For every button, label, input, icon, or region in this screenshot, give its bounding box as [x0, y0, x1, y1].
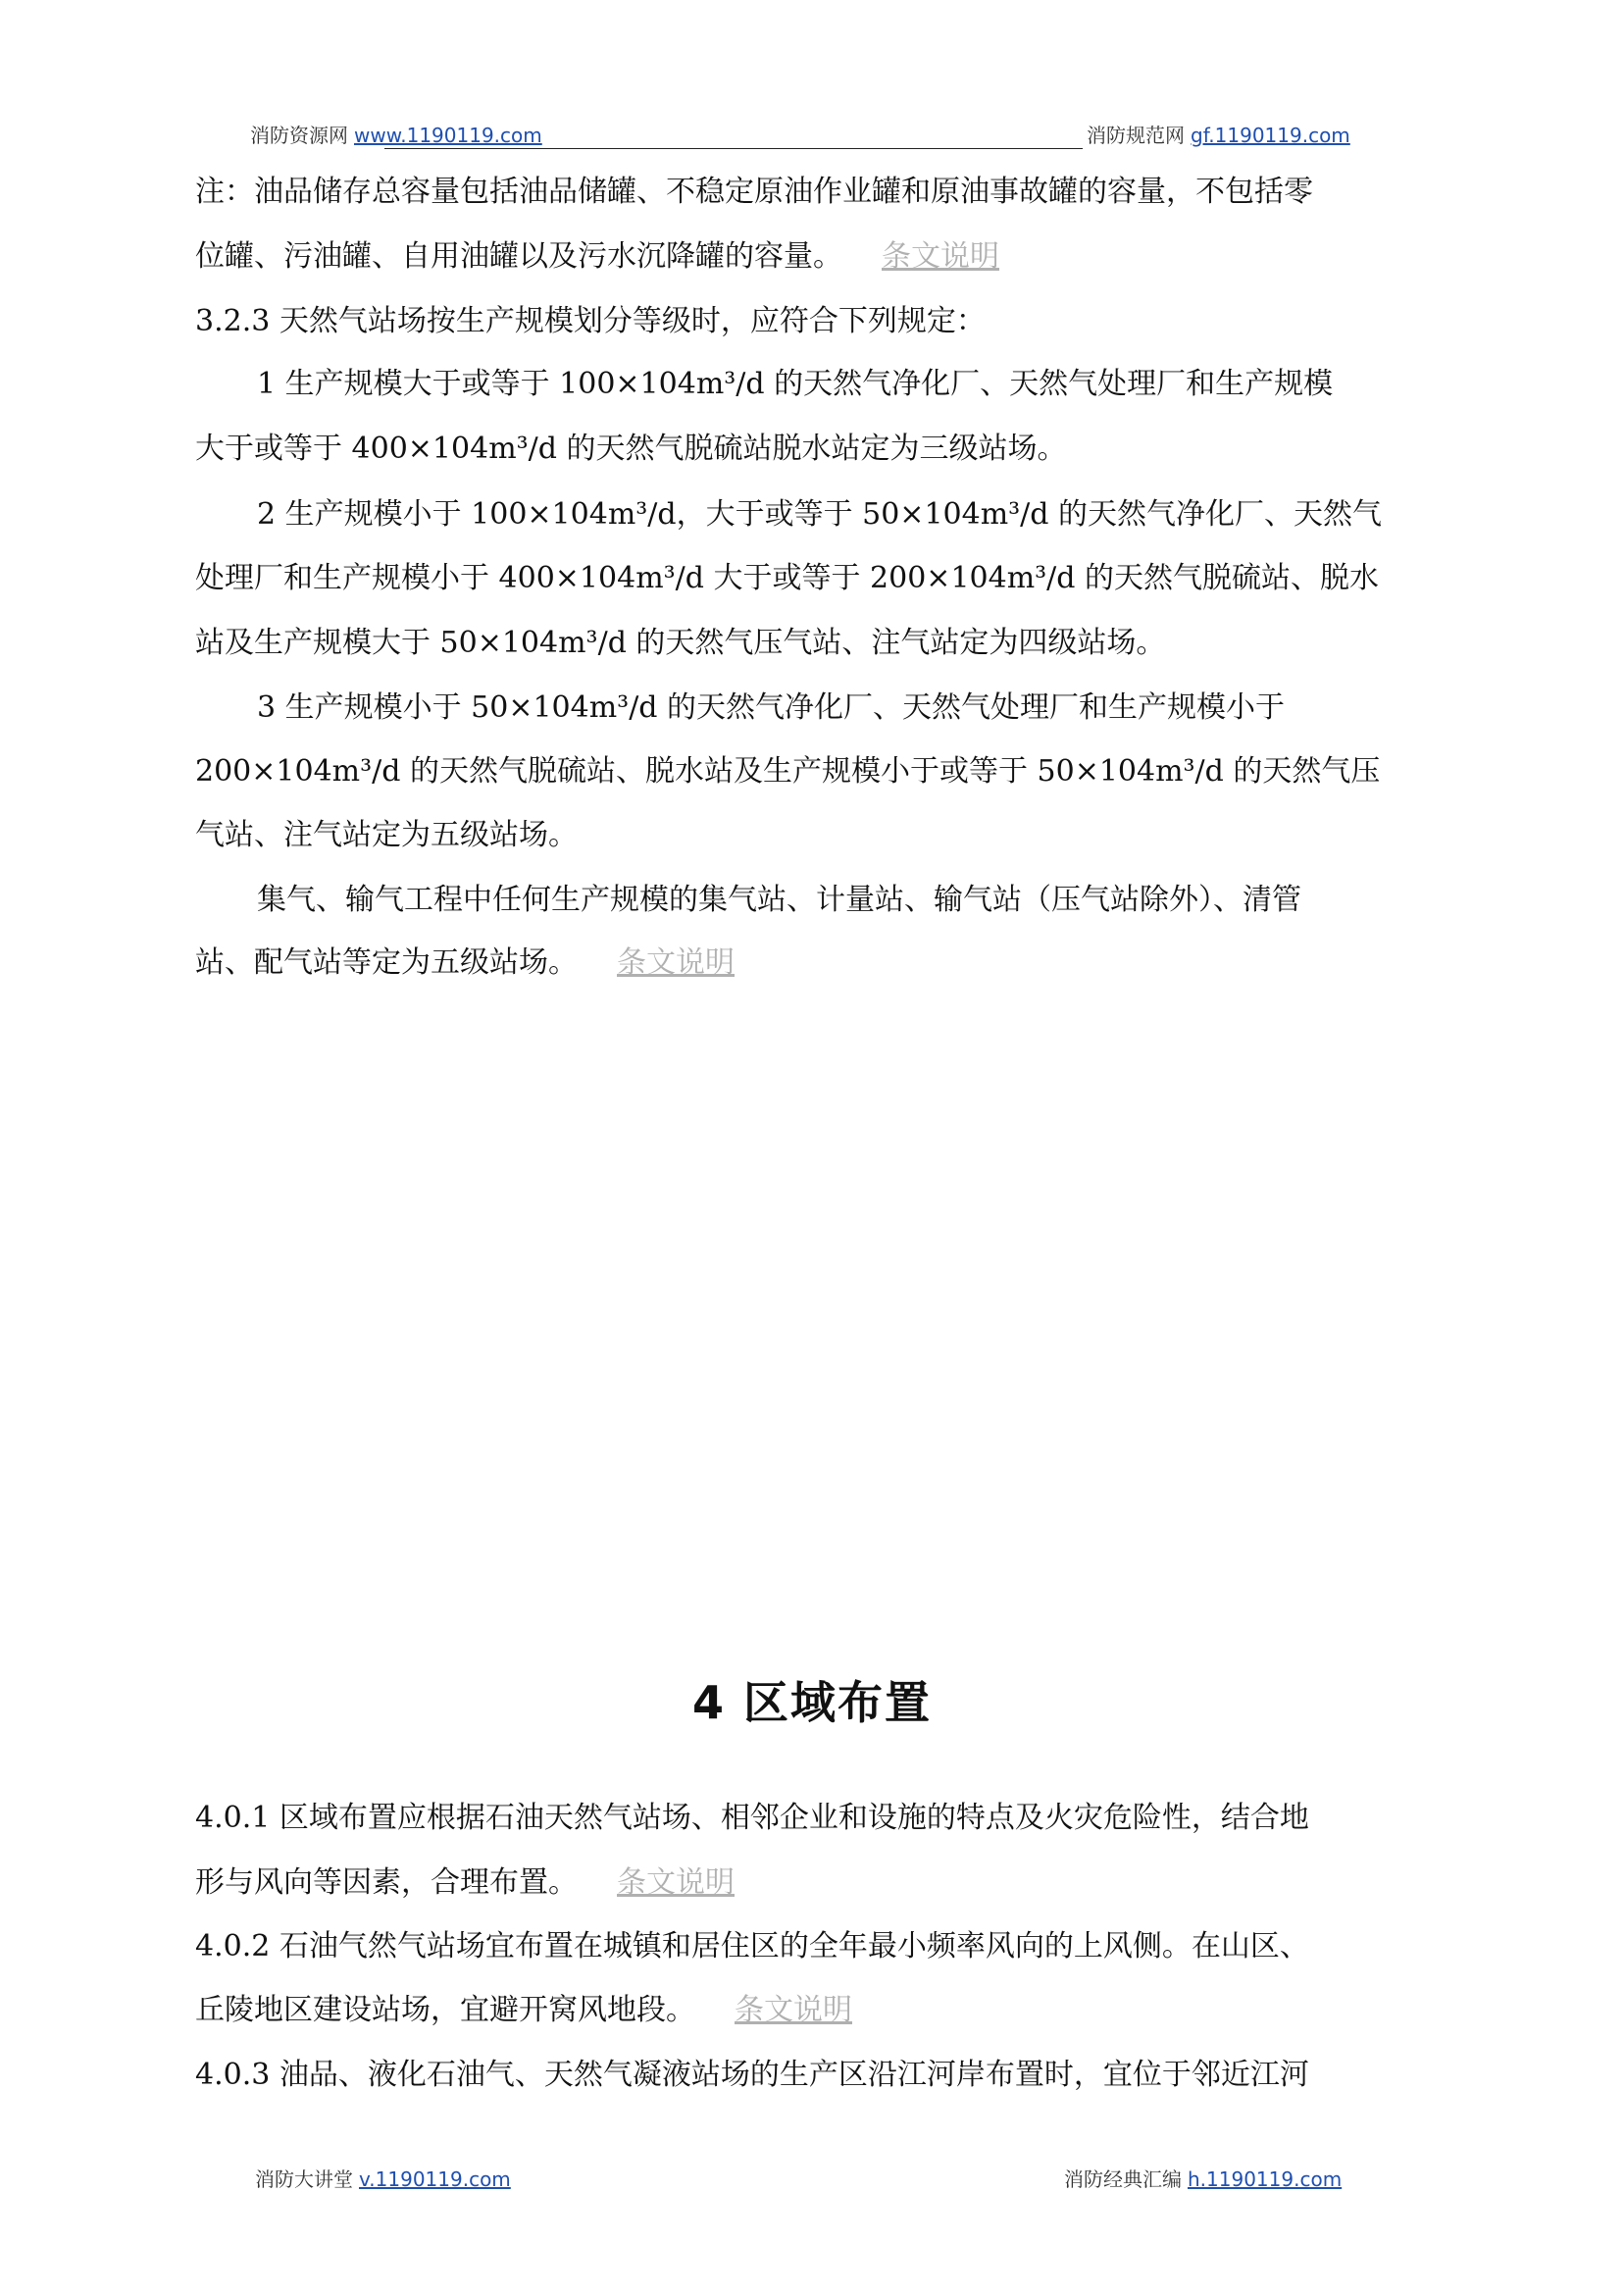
- footer-left-link[interactable]: v.1190119.com: [359, 2167, 511, 2191]
- clause-explanation-link[interactable]: 条文说明: [735, 1993, 852, 2027]
- text-line: 4.0.3 油品、液化石油气、天然气凝液站场的生产区沿江河岸布置时，宜位于邻近江河: [195, 2058, 1309, 2092]
- chapter-title: 4 区域布置: [691, 1676, 933, 1729]
- footer-right: [1064, 2164, 1342, 2192]
- footer-left: [255, 2164, 511, 2192]
- text-line: 3 生产规模小于 50×104m³/d 的天然气净化厂、天然气处理厂和生产规模小于: [257, 690, 1286, 725]
- page-header: [0, 116, 1624, 155]
- text-line-content: 站、配气站等定为五级站场。: [195, 945, 578, 980]
- text-line-with-link: [195, 237, 999, 277]
- text-line: 处理厂和生产规模小于 400×104m³/d 大于或等于 200×104m³/d 的天然气脱硫站、脱水: [195, 561, 1380, 595]
- text-line-with-link: [195, 1863, 735, 1903]
- header-left-link[interactable]: www.1190119.com: [354, 124, 542, 147]
- page-footer: [0, 2160, 1624, 2199]
- text-line: 大于或等于 400×104m³/d 的天然气脱硫站脱水站定为三级站场。: [195, 432, 1067, 466]
- header-left-site: 消防资源网: [250, 124, 348, 147]
- header-rule: [384, 148, 1083, 149]
- text-line-content: 形与风向等因素，合理布置。: [195, 1865, 578, 1900]
- text-line: 200×104m³/d 的天然气脱硫站、脱水站及生产规模小于或等于 50×104m³/d 的天然气压: [195, 754, 1381, 789]
- header-left: [250, 120, 542, 148]
- text-line-with-link: [195, 943, 735, 983]
- text-line-with-link: [195, 1991, 852, 2030]
- footer-right-site: 消防经典汇编: [1064, 2167, 1182, 2191]
- clause-explanation-link[interactable]: 条文说明: [882, 239, 999, 274]
- footer-left-site: 消防大讲堂: [255, 2167, 353, 2191]
- text-line: 气站、注气站定为五级站场。: [195, 818, 578, 852]
- header-right-site: 消防规范网: [1087, 124, 1185, 147]
- text-line-content: 位罐、污油罐、自用油罐以及污水沉降罐的容量。: [195, 239, 842, 274]
- text-line: 站及生产规模大于 50×104m³/d 的天然气压气站、注气站定为四级站场。: [195, 626, 1166, 660]
- header-right: [1087, 120, 1350, 148]
- text-line: 集气、输气工程中任何生产规模的集气站、计量站、输气站（压气站除外）、清管: [257, 883, 1301, 917]
- text-line: 2 生产规模小于 100×104m³/d，大于或等于 50×104m³/d 的天然气净化厂、天然气: [257, 497, 1383, 532]
- header-right-link[interactable]: gf.1190119.com: [1191, 124, 1350, 147]
- clause-explanation-link[interactable]: 条文说明: [617, 945, 735, 980]
- text-line: 1 生产规模大于或等于 100×104m³/d 的天然气净化厂、天然气处理厂和生产规模: [257, 367, 1334, 401]
- text-line: 注：油品储存总容量包括油品储罐、不稳定原油作业罐和原油事故罐的容量，不包括零: [195, 175, 1313, 209]
- text-line: 4.0.2 石油气然气站场宜布置在城镇和居住区的全年最小频率风向的上风侧。在山区、: [195, 1929, 1309, 1963]
- clause-explanation-link[interactable]: 条文说明: [617, 1865, 735, 1900]
- text-line-content: 丘陵地区建设站场，宜避开窝风地段。: [195, 1993, 695, 2027]
- text-line: 4.0.1 区域布置应根据石油天然气站场、相邻企业和设施的特点及火灾危险性，结合地: [195, 1801, 1309, 1835]
- text-line: 3.2.3 天然气站场按生产规模划分等级时，应符合下列规定：: [195, 304, 986, 338]
- footer-right-link[interactable]: h.1190119.com: [1188, 2167, 1343, 2191]
